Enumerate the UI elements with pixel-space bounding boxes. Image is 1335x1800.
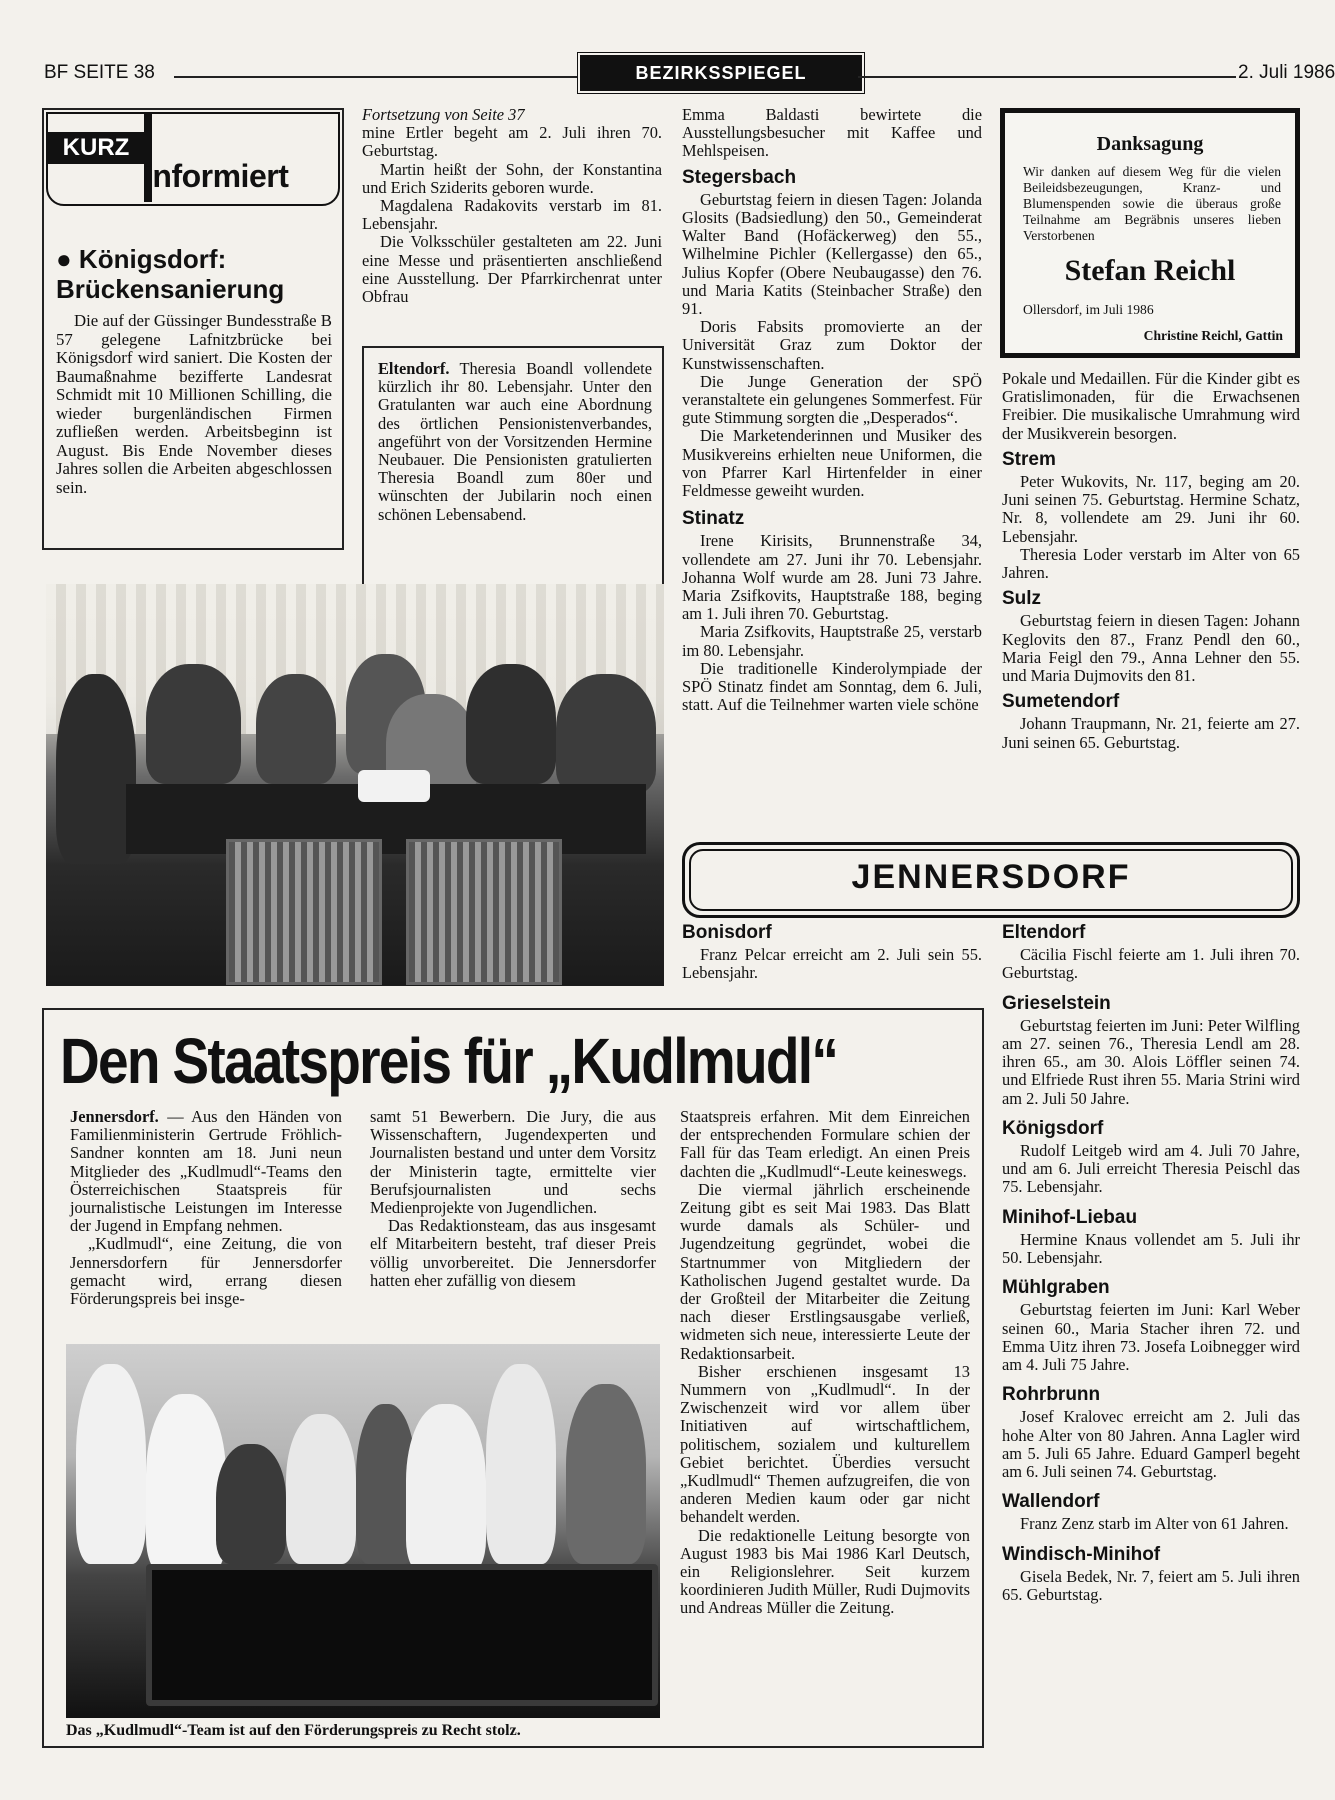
bonisdorf-paragraph: Franz Pelcar erreicht am 2. Juli sein 55. Lebensjahr. <box>682 945 982 983</box>
kurz-logo-bottom: informiert <box>144 158 289 194</box>
heading-stegersbach: Stegersbach <box>682 166 797 188</box>
stegersbach-paragraph-3: Die Junge Generation der SPÖ veranstaltete ein gelungenes Sommerfest. Für gute Stimmung sorgten die „Desperados“. <box>682 371 982 428</box>
rohrbrunn-paragraph: Josef Kralovec erreicht am 2. Juli das hohe Alter von 80 Jahren. Anna Lagler wird am 5. Juli 65 Jahre. Eduard Gamperl begeht am 6. Juli seinen 74. Geburtstag. <box>1002 1407 1300 1482</box>
header-rule-left <box>174 76 580 78</box>
kurz-logo-top: KURZ <box>48 132 144 164</box>
strem-paragraph-2: Theresia Loder verstarb im Alter von 65 Jahren. <box>1002 544 1300 583</box>
photo-person <box>406 1404 486 1574</box>
page-header <box>42 60 1335 90</box>
kudlmudl-column-2 <box>370 1108 656 1290</box>
photo-person <box>256 674 336 784</box>
kudlmudl-article <box>42 1008 984 1748</box>
kudlmudl-col1-paragraph-1 <box>70 1108 342 1235</box>
grieselstein-paragraph: Geburtstag feierten im Juni: Peter Wilfling am 27. seinen 76., Theresia Lendl am 28. ihren 65., am 30. Alois Löffler seinen 74. und Elfriede Rust ihren 55. Maria Strini wird am 2. Juli 50 Jahre. <box>1002 1015 1300 1108</box>
stinatz-paragraph-1: Irene Kirisits, Brunnenstraße 34, vollendete am 27. Juni ihr 70. Lebensjahr. Johanna Wolf wurde am 28. Juni 73 Jahre. Maria Zsifkovits, Hauptstraße 188, beging am 1. Juli ihren 70. Geburtstag. <box>682 531 982 624</box>
koenigsdorf-paragraph: Rudolf Leitgeb wird am 4. Juli 70 Jahre, und am 6. Juli erreicht Theresia Peischl das 75. Lebensjahr. <box>1002 1141 1300 1197</box>
kudlmudl-col2-paragraph-2: Das Redaktionsteam, das aus insgesamt elf Mitarbeitern besteht, traf dieser Preis völlig unvorbereitet. Die Jennersdorfer hatten eher zufällig von diesem <box>370 1216 656 1290</box>
column-2-text <box>362 106 662 306</box>
heading-strem: Strem <box>1002 448 1056 470</box>
photo-kudlmudl-team <box>66 1344 660 1718</box>
heading-sumetendorf: Sumetendorf <box>1002 691 1120 713</box>
minihof-liebau-paragraph: Hermine Knaus vollendet am 5. Juli ihr 50. Lebensjahr. <box>1002 1229 1300 1268</box>
photo-person <box>286 1414 356 1564</box>
photo-billiard-table <box>146 1564 658 1706</box>
photo-person <box>466 664 556 784</box>
header-rule-right <box>858 76 1236 78</box>
page-date: 2. Juli 1986 <box>1238 62 1335 83</box>
eltendorf-box-lead: Eltendorf. <box>378 359 450 378</box>
kudlmudl-col1-paragraph-2: „Kudlmudl“, eine Zeitung, die von Jennersdorfern für Jennersdorfer gemacht wird, errang diesen Förderungspreis bei insge- <box>70 1234 342 1309</box>
photo-cake <box>358 770 430 802</box>
kudlmudl-caption: Das „Kudlmudl“-Team ist auf den Förderungspreis zu Recht stolz. <box>66 1722 521 1739</box>
photo-person <box>566 1384 646 1564</box>
muehlgraben-paragraph: Geburtstag feierten im Juni: Karl Weber seinen 60., Maria Stacher ihren 72. und Emma Uitz ihren 73. Josefa Loibnegger wird am 4. Juli 75 Jahre. <box>1002 1300 1300 1375</box>
kudlmudl-headline: Den Staatspreis für „Kudlmudl“ <box>60 1025 838 1097</box>
kudlmudl-col1-text: — Aus den Händen von Familienministerin Gertrude Fröhlich-Sandner konnten am 18. Juni neun Mitglieder des „Kudlmudl“-Teams den Österreichischen Staatspreis für journalistische Leistungen im Interesse der Jugend in Empfang nehmen. <box>70 1107 342 1236</box>
heading-wallendorf: Wallendorf <box>1002 1491 1100 1513</box>
continued-note: Fortsetzung von Seite 37 <box>362 105 525 124</box>
photo-chair <box>226 839 382 985</box>
kudlmudl-col2-paragraph-1: samt 51 Bewerbern. Die Jury, die aus Wissenschaftern, Jugendexperten und Journalisten bestand und unter dem Vorsitz der Ministerin tagte, ermittelte vier Berufsjournalisten und sechs Medienprojekte von Jugendlichen. <box>370 1107 656 1218</box>
danksagung-text: Wir danken auf diesem Weg für die vielen Beileidsbezeugungen, Kranz- und Blumenspenden sowie die überaus große Teilnahme am Begräbnis unseres lieben Verstorbenen <box>1023 164 1281 243</box>
eltendorf-box-paragraph <box>378 360 652 524</box>
kudlmudl-col3-paragraph-3: Bisher erschienen insgesamt 13 Nummern von „Kudlmudl“. In der Zwischenzeit wird vor allem über Initiativen auf wirtschaftlichem, politischem, sozialem und kulturellem Gebiet berichtet. Überdies versucht „Kudlmudl“ Themen aufzugreifen, die von anderen Medien kaum oder gar nicht behandelt werden. <box>680 1361 970 1527</box>
kurz-logo <box>46 112 340 206</box>
kurz-headline: ● Königsdorf: Brückensanierung <box>56 244 285 304</box>
col2-paragraph-2: Martin heißt der Sohn, der Konstantina und Erich Sziderits geboren wurde. <box>362 159 662 197</box>
kurz-text-paragraph: Die auf der Güssinger Bundesstraße B 57 gelegene Lafnitzbrücke bei Königsdorf wird saniert. Die Kosten der Baumaßnahme bezifferte Landesrat Schmidt mit 10 Millionen Schilling, die wieder burgenländischen Firmen zufließen werden. Arbeitsbeginn ist August. Bis Ende November dieses Jahres sollen die Arbeiten abgeschlossen sein. <box>56 311 332 497</box>
jennersdorf-banner <box>682 842 1300 918</box>
jennersdorf-banner-text: JENNERSDORF <box>851 858 1131 896</box>
stegersbach-paragraph-4: Die Marketenderinnen und Musiker des Musikvereins erhielten neue Uniformen, die von Pfarrer Karl Hirtenfelder in einer Feldmesse geweiht wurden. <box>682 426 982 501</box>
stinatz-paragraph-3: Die traditionelle Kinderolympiade der SPÖ Stinatz findet am Sonntag, dem 6. Juli, statt. Auf die Teilnehmer warten viele schöne <box>682 658 982 715</box>
col3-intro: Emma Baldasti bewirtete die Ausstellungsbesucher mit Kaffee und Mehlspeisen. <box>682 105 982 161</box>
photo-person <box>56 674 136 864</box>
stegersbach-paragraph-1: Geburtstag feiern in diesen Tagen: Jolanda Glosits (Badsiedlung) den 50., Gemeinderat Walter Band (Hofäckerweg) den 55., Wilhelmine Pichler (Kellergasse) den 65., Julius Kopfer (Obere Neubaugasse) den 76. und Maria Katits (Steinbacher Straße) den 91. <box>682 189 982 319</box>
windisch-minihof-paragraph: Gisela Bedek, Nr. 7, feiert am 5. Juli ihren 65. Geburtstag. <box>1002 1566 1300 1605</box>
heading-grieselstein: Grieselstein <box>1002 992 1111 1014</box>
heading-muehlgraben: Mühlgraben <box>1002 1277 1110 1299</box>
section-label <box>580 55 862 91</box>
sulz-paragraph: Geburtstag feiern in diesen Tagen: Johann Keglovits den 87., Franz Pendl den 60., Maria Feigl den 79., Anna Lehner den 55. und Maria Dujmovits den 81. <box>1002 611 1300 686</box>
kurz-text <box>56 312 332 497</box>
column-3-text <box>682 106 982 715</box>
kurz-informiert-box <box>42 108 344 550</box>
photo-birthday-table <box>46 584 664 986</box>
jennersdorf-right-column <box>1002 916 1300 1604</box>
danksagung-signed: Christine Reichl, Gattin <box>1143 328 1283 343</box>
photo-chair <box>406 839 562 985</box>
kudlmudl-lead: Jennersdorf. <box>70 1107 159 1126</box>
heading-stinatz: Stinatz <box>682 508 745 530</box>
heading-eltendorf: Eltendorf <box>1002 922 1086 943</box>
kudlmudl-col3-paragraph-2: Die viermal jährlich erscheinende Zeitung gibt es seit Mai 1983. Das Blatt wurde damals als Schüler- und Jugendzeitung gegründet, wobei die Startnummer von Mitgliedern der Katholischen Jugend gestaltet wurde. Da der Großteil der Mitarbeiter die Zeitung nach dieser Erstlingsausgabe verließ, widmeten sich neue, interessierte Leute der Redaktionsarbeit. <box>680 1179 970 1363</box>
kudlmudl-column-3 <box>680 1108 970 1618</box>
danksagung-name: Stefan Reichl <box>1064 254 1236 287</box>
heading-sulz: Sulz <box>1002 588 1042 610</box>
heading-bonisdorf: Bonisdorf <box>682 922 772 943</box>
strem-paragraph-1: Peter Wukovits, Nr. 117, beging am 20. Juni seinen 75. Geburtstag. Hermine Schatz, Nr. 8, vollendete am 29. Juni ihr 60. Lebensjahr. <box>1002 472 1300 546</box>
stinatz-paragraph-2: Maria Zsifkovits, Hauptstraße 25, verstarb im 80. Lebensjahr. <box>682 622 982 660</box>
col4-intro: Pokale und Medaillen. Für die Kinder gibt es Gratislimonaden, für die Erwachsenen Freibier. Die musikalische Umrahmung wird der Musikverein besorgen. <box>1002 369 1300 443</box>
page-number: BF SEITE 38 <box>44 62 155 83</box>
heading-koenigsdorf: Königsdorf <box>1002 1117 1104 1139</box>
column-4-text <box>1002 370 1300 752</box>
danksagung-notice <box>1000 108 1300 358</box>
photo-person <box>486 1364 556 1564</box>
photo-person <box>556 674 656 794</box>
heading-minihof-liebau: Minihof-Liebau <box>1002 1206 1138 1228</box>
kudlmudl-col3-paragraph-4: Die redaktionelle Leitung besorgte von August 1983 bis Mai 1986 Karl Deutsch, ein Religionslehrer. Seit kurzem koordinieren Judith Müller, Rudi Dujmovits und Andreas Müller die Zeitung. <box>680 1525 970 1618</box>
heading-rohrbrunn: Rohrbrunn <box>1002 1384 1101 1406</box>
eltendorf-box-body: Theresia Boandl vollendete kürzlich ihr 80. Lebensjahr. Unter den Gratulanten war auch eine Abordnung des örtlichen Pensionistenverbandes, angeführt von der Vorsitzenden Hermine Neubauer. Die Pensionisten gratulierten Theresia Boandl zum 80er und wünschten der Jubilarin noch einen schönen Lebensabend. <box>378 359 652 524</box>
danksagung-place: Ollersdorf, im Juli 1986 <box>1023 302 1154 317</box>
col2-paragraph-3: Magdalena Radakovits verstarb im 81. Lebensjahr. <box>362 196 662 234</box>
col2-paragraph-4: Die Volksschüler gestalteten am 22. Juni eine Messe und präsentierten anschließend eine Ausstellung. Der Pfarrkirchenrat unter Obfrau <box>362 232 662 307</box>
eltendorf-box <box>362 346 664 586</box>
photo-person <box>76 1364 146 1564</box>
kudlmudl-column-1 <box>70 1108 342 1308</box>
bonisdorf-block <box>682 916 982 983</box>
sumetendorf-paragraph: Johann Traupmann, Nr. 21, feierte am 27. Juni seinen 65. Geburtstag. <box>1002 714 1300 752</box>
col2-paragraph-1: mine Ertler begeht am 2. Juli ihren 70. Geburtstag. <box>362 123 662 161</box>
eltendorf-paragraph: Cäcilia Fischl feierte am 1. Juli ihren 70. Geburtstag. <box>1002 945 1300 983</box>
kudlmudl-col3-paragraph-1: Staatspreis erfahren. Mit dem Einreichen der entsprechenden Formulare schien der Fall für das Team erledigt. An einen Preis dachten die „Kudlmudl“-Leute keineswegs. <box>680 1107 970 1181</box>
wallendorf-paragraph: Franz Zenz starb im Alter von 61 Jahren. <box>1020 1514 1289 1534</box>
heading-windisch-minihof: Windisch-Minihof <box>1002 1543 1161 1565</box>
section-label-text: BEZIRKSSPIEGEL <box>635 63 807 83</box>
photo-person <box>216 1444 286 1564</box>
photo-person <box>146 1394 226 1574</box>
eltendorf-box-text <box>378 360 652 524</box>
danksagung-title: Danksagung <box>1096 133 1204 155</box>
photo-person <box>146 664 241 784</box>
stegersbach-paragraph-2: Doris Fabsits promovierte an der Universität Graz zum Doktor der Kunstwissenschaften. <box>682 317 982 373</box>
